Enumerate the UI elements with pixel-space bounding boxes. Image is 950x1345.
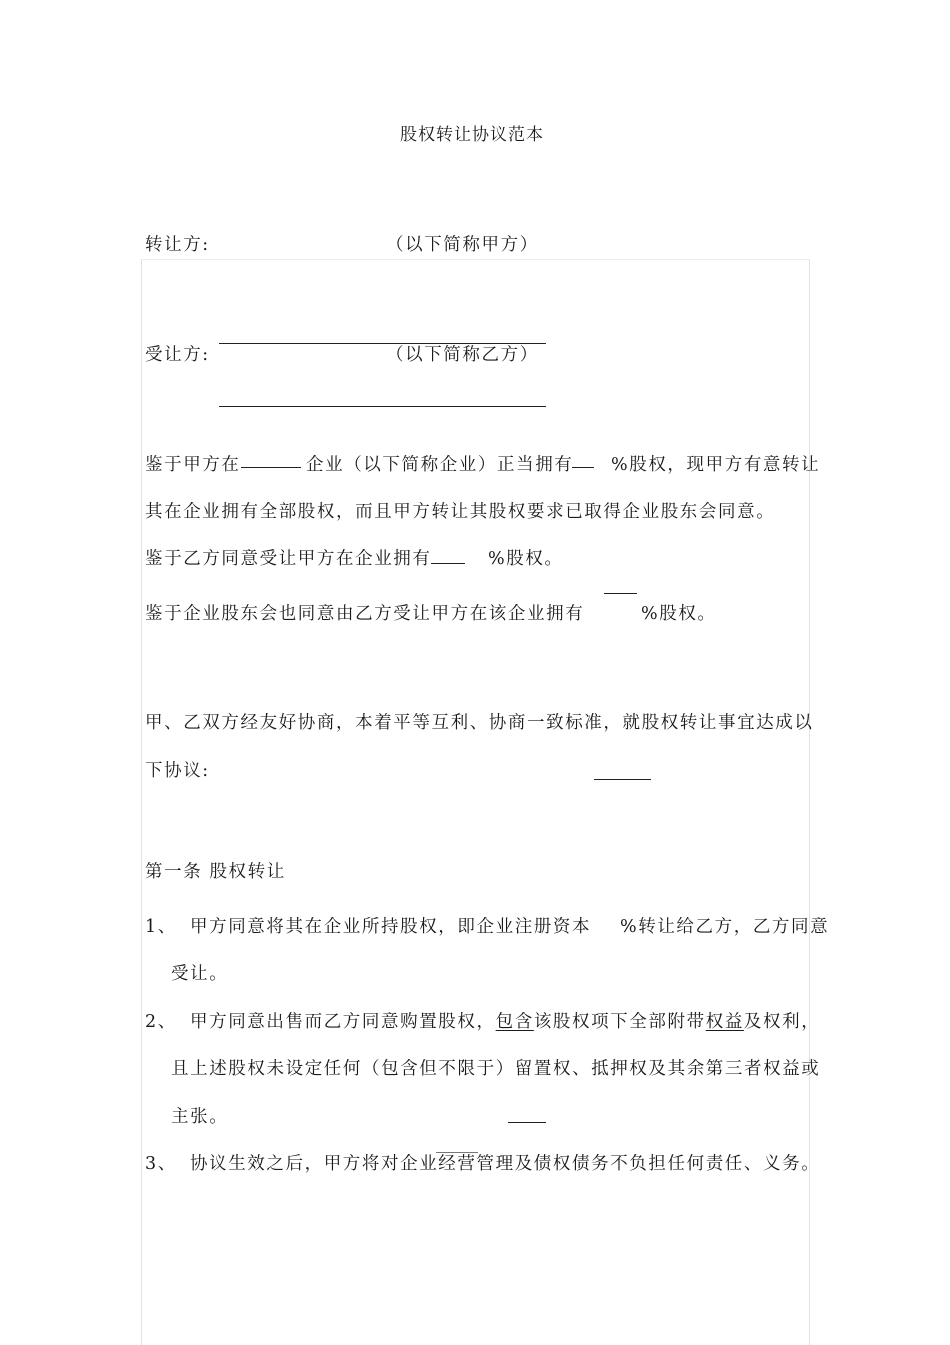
preamble-blank bbox=[594, 779, 651, 780]
item-1-line-1: 甲方同意将其在企业所持股权，即企业注册资本 bbox=[190, 917, 592, 937]
item-2-line-3: 主张。 bbox=[171, 1107, 229, 1127]
article-1-heading: 第一条 股权转让 bbox=[145, 862, 286, 882]
item-2-underlined-interest: 权益 bbox=[705, 1012, 744, 1032]
page-frame bbox=[141, 259, 810, 1345]
transferor-label: 转让方: bbox=[145, 235, 210, 255]
recital-2-part-b: %股权。 bbox=[488, 549, 564, 569]
share-percent-blank-1 bbox=[572, 467, 594, 468]
transferee-label: 受让方: bbox=[145, 345, 210, 365]
document-title: 股权转让协议范本 bbox=[400, 125, 544, 145]
item-2-text-b: 该股权项下全部附带 bbox=[533, 1012, 706, 1032]
item-2-line-1 bbox=[190, 1011, 820, 1033]
item-2-text-a: 甲方同意出售而乙方同意购置股权， bbox=[190, 1012, 496, 1032]
transferor-note: （以下简称甲方） bbox=[386, 235, 539, 255]
recital-1-part-a: 鉴于甲方在 bbox=[145, 455, 241, 475]
item-2-number: 2、 bbox=[145, 1012, 177, 1032]
item-1-line-2: 受让。 bbox=[171, 964, 229, 984]
transferee-name-line bbox=[219, 406, 546, 407]
recital-3-part-b: %股权。 bbox=[641, 604, 717, 624]
item-2-blank bbox=[508, 1122, 546, 1123]
item-2-underlined-include: 包含 bbox=[495, 1012, 534, 1032]
item-2-line-2: 且上述股权未设定任何（包含但不限于）留置权、抵押权及其余第三者权益或 bbox=[171, 1059, 821, 1079]
item-3-overline-mark bbox=[436, 1152, 478, 1153]
recital-3-part-a: 鉴于企业股东会也同意由乙方受让甲方在该企业拥有 bbox=[145, 604, 585, 624]
item-3-line-1: 协议生效之后，甲方将对企业经营管理及债权债务不负担任何责任、义务。 bbox=[190, 1154, 821, 1174]
enterprise-name-blank bbox=[241, 467, 301, 468]
share-percent-blank-2 bbox=[431, 563, 465, 564]
preamble-line-2: 下协议: bbox=[145, 761, 210, 781]
item-1-number: 1、 bbox=[145, 917, 177, 937]
transferee-note: （以下简称乙方） bbox=[386, 345, 539, 365]
recital-1-part-b: 企业（以下简称企业）正当拥有 bbox=[306, 455, 574, 475]
recital-2-part-a: 鉴于乙方同意受让甲方在企业拥有 bbox=[145, 549, 432, 569]
share-percent-blank-3 bbox=[604, 593, 637, 594]
item-2-text-c: 及权利， bbox=[743, 1012, 821, 1032]
recital-1-line-2: 其在企业拥有全部股权，而且甲方转让其股权要求已取得企业股东会同意。 bbox=[145, 502, 776, 522]
preamble-line-1: 甲、乙双方经友好协商，本着平等互利、协商一致标准，就股权转让事宜达成以 bbox=[145, 713, 814, 733]
item-3-number: 3、 bbox=[145, 1154, 177, 1174]
item-1-line-1-b: %转让给乙方，乙方同意 bbox=[620, 917, 830, 937]
recital-1-part-c: %股权，现甲方有意转让 bbox=[611, 455, 821, 475]
